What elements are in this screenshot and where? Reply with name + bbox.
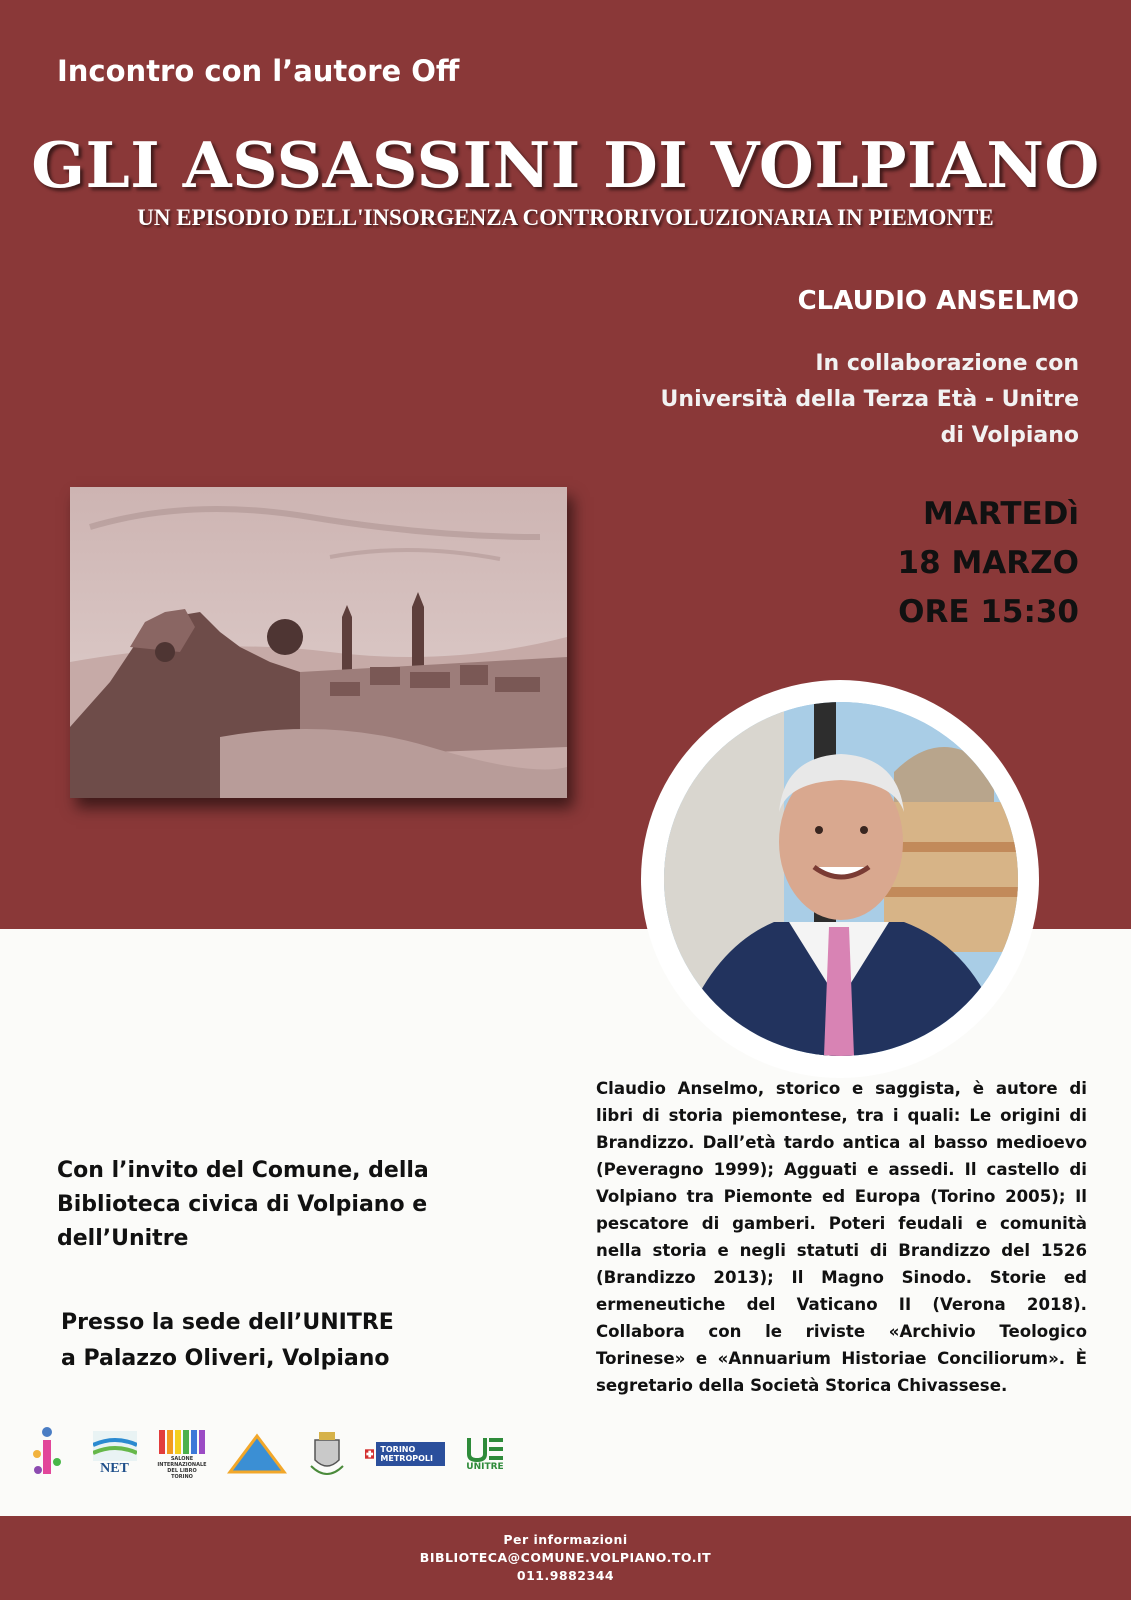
comune-volpiano-crest <box>302 1418 352 1490</box>
contact-info <box>0 1531 1131 1585</box>
salone-libro-logo <box>152 1418 212 1490</box>
net-logo-label: NET <box>100 1461 129 1476</box>
torino-metropoli-label: TORINO METROPOLI <box>376 1442 445 1466</box>
event-time: ORE 15:30 <box>898 594 1079 630</box>
venue-line: Presso la sede dell’UNITRE <box>61 1310 394 1335</box>
author-portrait-image <box>664 702 1018 1056</box>
net-logo <box>87 1418 142 1490</box>
author-bio: Claudio Anselmo, storico e saggista, è autore di libri di storia piemontese, tra i quali: Le origini di Brandizzo. Dall’età tardo antica al basso medioevo (Peveragno 1999); Agguati e assedi. Il castello di Volpiano tra Piemonte ed Europa (Torino 2005); Il pescatore di gamberi. Poteri feudali e comunità nella storia e negli statuti di Brandizzo del 1526 (Brandizzo 2013); Il Magno Sinodo. Storie ed ermeneutiche del Vaticano II (Verona 2018). Collabora con le riviste «Archivio Teologico Torinese» e «Annuarium Historiae Conciliorum». È segretario della Società Storica Chivassese. <box>596 1079 1087 1395</box>
collaboration-line: Università della Terza Età - Unitre <box>660 387 1079 412</box>
page-title: GLI ASSASSINI DI VOLPIANO <box>31 128 1100 202</box>
collaboration-line: di Volpiano <box>940 423 1079 448</box>
incontro-logo <box>222 1418 292 1490</box>
unitre-logo <box>455 1418 515 1490</box>
unitre-label: UNITRE <box>466 1462 504 1472</box>
torino-metropoli-logo <box>365 1418 445 1490</box>
contact-email[interactable]: BIBLIOTECA@COMUNE.VOLPIANO.TO.IT <box>419 1550 712 1565</box>
invitation-note <box>57 1154 429 1256</box>
contact-phone[interactable]: 011.9882344 <box>516 1568 615 1583</box>
venue-note <box>61 1305 394 1377</box>
salone-libro-label: SALONE INTERNAZIONALE DEL LIBRO TORINO <box>157 1456 207 1480</box>
invitation-line: Con l’invito del Comune, della <box>57 1158 429 1183</box>
informagiovani-logo <box>17 1418 77 1490</box>
venue-line: a Palazzo Oliveri, Volpiano <box>61 1346 390 1371</box>
sketch-illustration <box>70 487 567 798</box>
event-series-label: Incontro con l’autore Off <box>57 54 460 88</box>
author-name: CLAUDIO ANSELMO <box>797 286 1079 316</box>
partner-logos <box>17 1418 537 1490</box>
contact-label: Per informazioni <box>503 1532 628 1547</box>
page-subtitle: UN EPISODIO DELL'INSORGENZA CONTRORIVOLUZIONARIA IN PIEMONTE <box>137 205 994 230</box>
portrait-illustration <box>664 702 1018 1056</box>
invitation-line: dell’Unitre <box>57 1226 189 1251</box>
collaboration-note <box>661 346 1079 454</box>
invitation-line: Biblioteca civica di Volpiano e <box>57 1192 428 1217</box>
event-day: MARTEDì <box>923 496 1079 532</box>
event-datetime <box>898 490 1079 637</box>
volpiano-sketch-image <box>70 487 567 798</box>
event-date: 18 MARZO <box>897 545 1079 581</box>
collaboration-line: In collaborazione con <box>815 351 1079 376</box>
